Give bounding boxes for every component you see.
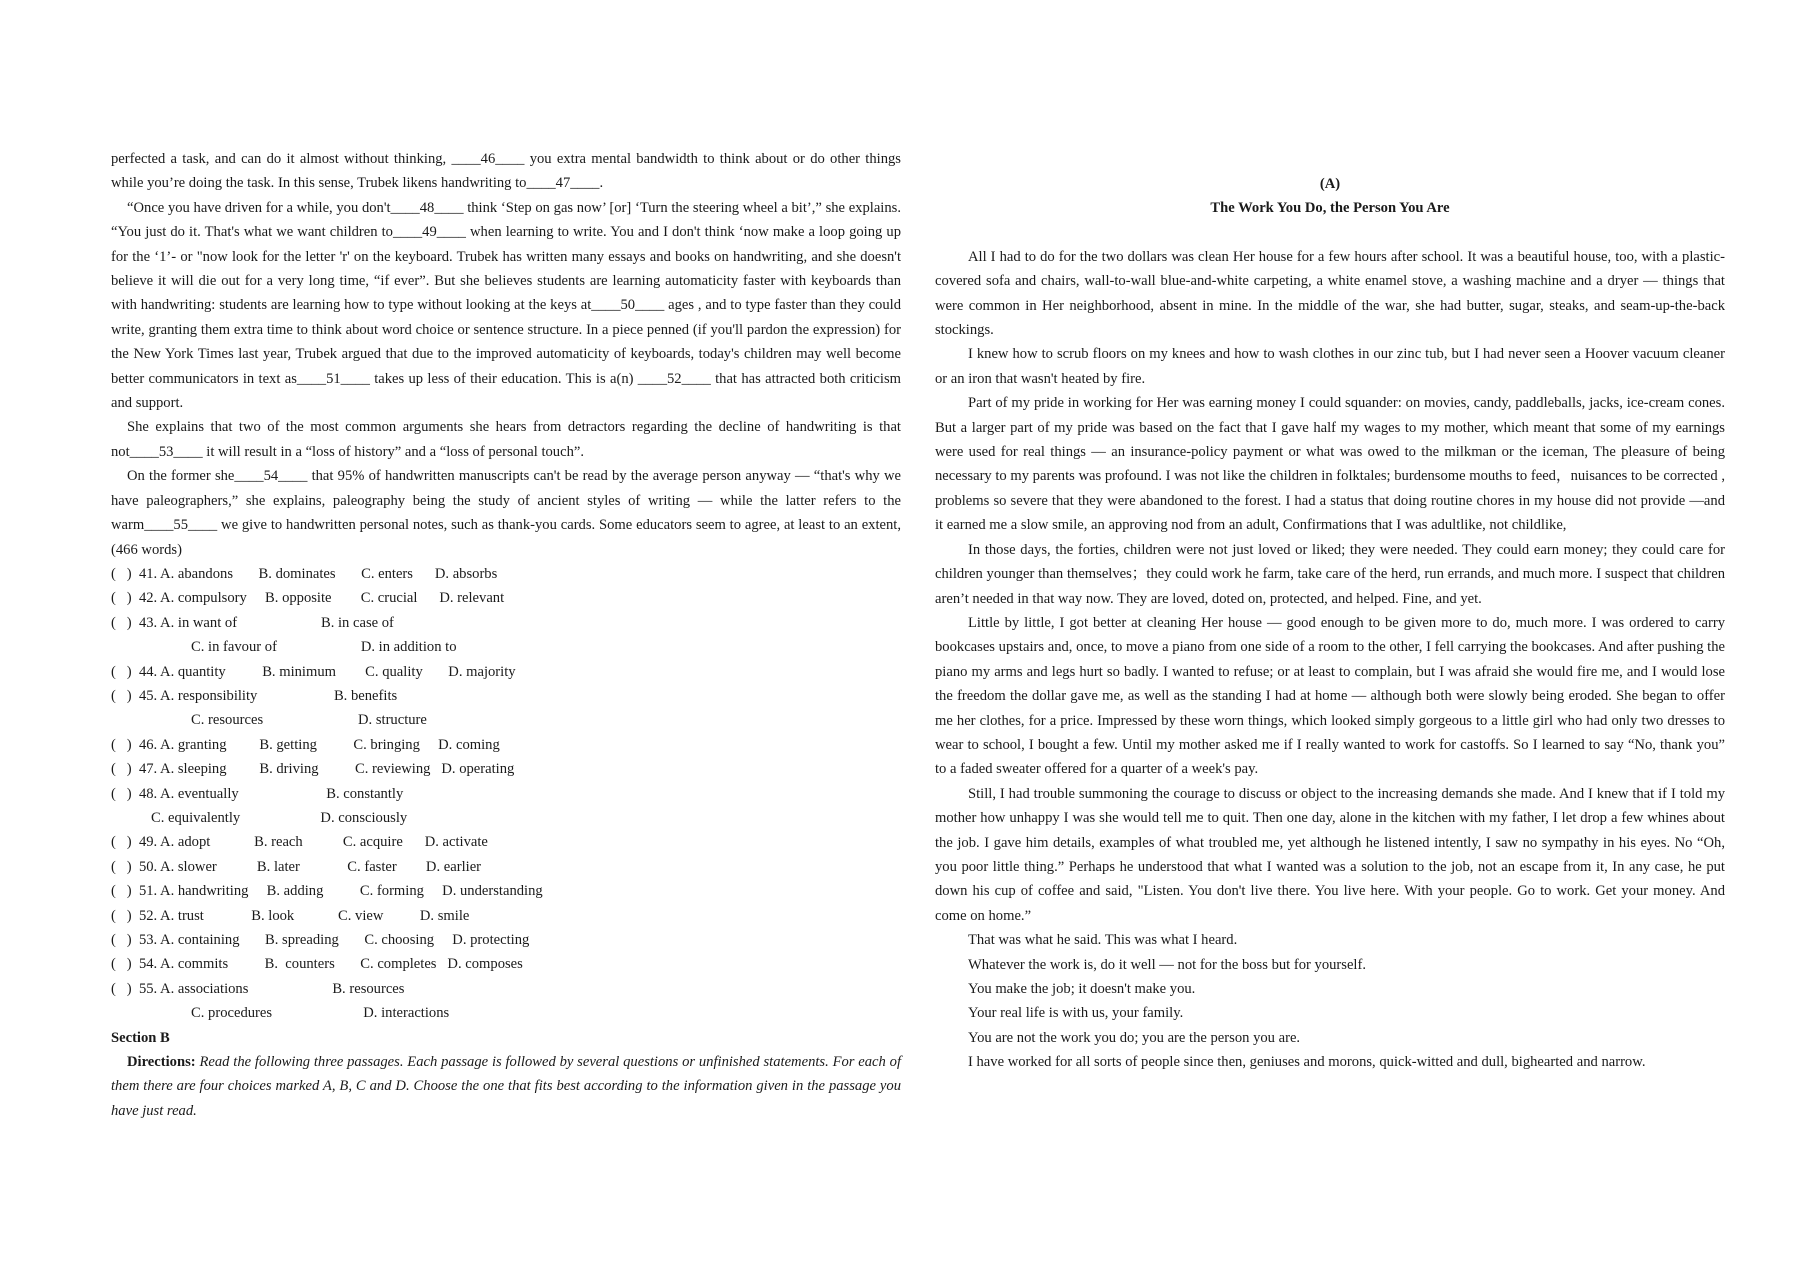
- passage-line: That was what he said. This was what I heard.: [968, 932, 1238, 949]
- option-row: ( ) 41. A. abandons B. dominates C. enters D. absorbs: [111, 565, 498, 582]
- passage-paragraph: Still, I had trouble summoning the courage to discuss or object to the increasing demands she made. And I knew that if I told my mother how unhappy I was she would tell me to quit. Then one day, alone in the kitchen with my father, I let drop a few whines about the job. I gave him details, examples of what troubled me, yet although he listened intently, I saw no sympathy in his eyes. No “Oh, you poor little thing.” Perhaps he understood that what I wanted was a solution to the job, not an escape from it, In any case, he put down his cup of coffee and said, "Listen. You don't live there. You live here. With your people. Go to work. Get your money. And come on home.”: [935, 785, 1725, 924]
- passage-paragraph: I knew how to scrub floors on my knees and how to wash clothes in our zinc tub, but I had never seen a Hoover vacuum cleaner or an iron that wasn't heated by fire.: [935, 346, 1725, 387]
- option-row: ( ) 42. A. compulsory B. opposite C. crucial D. relevant: [111, 590, 505, 607]
- passage-line: You make the job; it doesn't make you.: [968, 981, 1196, 997]
- option-row: ( ) 52. A. trust B. look C. view D. smile: [111, 907, 470, 924]
- passage-paragraph: Little by little, I got better at cleaning Her house — good enough to be given more to do, much more. I was ordered to carry bookcases upstairs and, once, to move a piano from one side of a room to the other, I fell carrying the bookcases. And after pushing the piano my arms and legs hurt so badly. I wanted to refuse; or at least to complain, but I was afraid she would fire me, and I would lose the freedom the dollar gave me, as well as the standing I had at home — although both were slowly being eroded. She began to offer me her clothes, for a price. Impressed by these worn things, which looked simply gorgeous to a little girl who had only two dresses to wear to school, I bought a few. Until my mother asked me if I really wanted to work for castoffs. So I learned to say “No, thank you” to a faded sweater offered for a quarter of a week's pay.: [935, 614, 1725, 778]
- option-row: ( ) 43. A. in want of B. in case of: [111, 614, 394, 631]
- option-row: ( ) 46. A. granting B. getting C. bringing D. coming: [111, 736, 500, 753]
- option-row: ( ) 50. A. slower B. later C. faster D. earlier: [111, 858, 482, 875]
- option-row: ( ) 44. A. quantity B. minimum C. quality D. majority: [111, 663, 516, 680]
- options-list: [111, 562, 901, 1026]
- section-title: Section B: [111, 1029, 170, 1046]
- option-row: ( ) 51. A. handwriting B. adding C. forming D. understanding: [111, 883, 543, 900]
- passage-paragraph: All I had to do for the two dollars was clean Her house for a few hours after school. It was a beautiful house, too, with a plastic-covered sofa and chairs, wall-to-wall blue-and-white carpeting, a white enamel stove, a washing machine and a dryer — things that were common in Her neighborhood, absent in mine. In the middle of the war, she had butter, sugar, steaks, and seam-up-the-back stockings.: [935, 248, 1725, 339]
- cloze-paragraph: She explains that two of the most common arguments she hears from detractors regarding the decline of handwriting is that not____53____ it will result in a “loss of history” and a “loss of personal touch”.: [111, 419, 901, 460]
- cloze-paragraph: “Once you have driven for a while, you don't____48____ think ‘Step on gas now’ [or] ‘Turn the steering wheel a bit’,” she explains. “You just do it. That's what we want children to____49____ when learning to write. You and I don't think ‘now make a loop going up for the ‘1’- or "now look for the letter 'r' on the keyboard. Trubek has written many essays and books on handwriting, and she doesn't believe it will die out for a very long time, “if ever”. But she believes students are learning automaticity faster with keyboards than with handwriting: students are learning how to type without looking at the keys at____50____ ages , and to type faster than they could write, granting them extra time to think about word choice or sentence structure. In a piece penned (if you'll pardon the expression) for the New York Times last year, Trubek argued that due to the improved automaticity of keyboards, today's children may well become better communicators in text as____51____ takes up less of their education. This is a(n) ____52____ that has attracted both criticism and support.: [111, 199, 901, 412]
- passage-paragraph: In those days, the forties, children were not just loved or liked; they were needed. They could earn money; they could care for children younger than themselves；they could work he farm, take care of the herd, run errands, and much more. I suspect that children aren’t needed in that way now. They are loved, doted on, protected, and helped. Fine, and yet.: [935, 541, 1725, 607]
- passage-line: I have worked for all sorts of people since then, geniuses and morons, quick-witted and dull, bighearted and narrow.: [968, 1054, 1646, 1071]
- option-row-continued: C. in favour of D. in addition to: [191, 639, 457, 656]
- left-column: [111, 147, 901, 1123]
- option-row-continued: C. equivalently D. consciously: [151, 809, 408, 826]
- cloze-paragraph: On the former she____54____ that 95% of handwritten manuscripts can't be read by the average person anyway — “that's why we have paleographers,” she explains, paleography being the study of ancient styles of writing — while the latter refers to the warm____55____ we give to handwritten personal notes, such as thank-you cards. Some educators seem to agree, at least to an extent, (466 words): [111, 468, 901, 558]
- passage-paragraph: Part of my pride in working for Her was earning money I could squander: on movies, candy, paddleballs, jacks, ice-cream cones. But a larger part of my pride was based on the fact that I gave half my wages to my mother, which meant that some of my earnings were used for real things — an insurance-policy payment or what was owed to the milkman or the iceman, The pleasure of being necessary to my parents was profound. I was not like the children in folktales; burdensome mouths to feed，nuisances to be corrected , problems so severe that they were abandoned to the forest. I had a status that doing routine chores in my house did not provide —and it earned me a slow smile, an approving nod from an adult, Confirmations that I was adultlike, not childlike,: [935, 395, 1725, 534]
- passage-line: You are not the work you do; you are the person you are.: [968, 1029, 1301, 1046]
- option-row-continued: C. procedures D. interactions: [191, 1005, 450, 1022]
- option-row: ( ) 53. A. containing B. spreading C. choosing D. protecting: [111, 932, 530, 948]
- option-row: ( ) 47. A. sleeping B. driving C. reviewing D. operating: [111, 761, 515, 778]
- option-row: ( ) 55. A. associations B. resources: [111, 980, 405, 997]
- right-column: [935, 172, 1725, 1075]
- passage-line: Your real life is with us, your family.: [968, 1005, 1184, 1022]
- option-row: ( ) 49. A. adopt B. reach C. acquire D. activate: [111, 834, 488, 851]
- passage-title: The Work You Do, the Person You Are: [1210, 200, 1450, 217]
- cloze-paragraph: perfected a task, and can do it almost without thinking, ____46____ you extra mental bandwidth to think about or do other things while you’re doing the task. In this sense, Trubek likens handwriting to____47____.: [111, 151, 901, 192]
- directions: [111, 1050, 901, 1123]
- directions-text: Read the following three passages. Each passage is followed by several questions or unfinished statements. For each of them there are four choices marked A, B, C and D. Choose the one that fits best according to the information given in the passage you have just read.: [111, 1054, 901, 1119]
- directions-label: Directions:: [127, 1054, 196, 1071]
- option-row: ( ) 54. A. commits B. counters C. completes D. composes: [111, 956, 523, 973]
- option-row: ( ) 48. A. eventually B. constantly: [111, 785, 404, 802]
- passage-label: (A): [1319, 176, 1341, 192]
- option-row-continued: C. resources D. structure: [191, 712, 427, 729]
- passage-line: Whatever the work is, do it well — not for the boss but for yourself.: [968, 956, 1367, 973]
- option-row: ( ) 45. A. responsibility B. benefits: [111, 687, 398, 704]
